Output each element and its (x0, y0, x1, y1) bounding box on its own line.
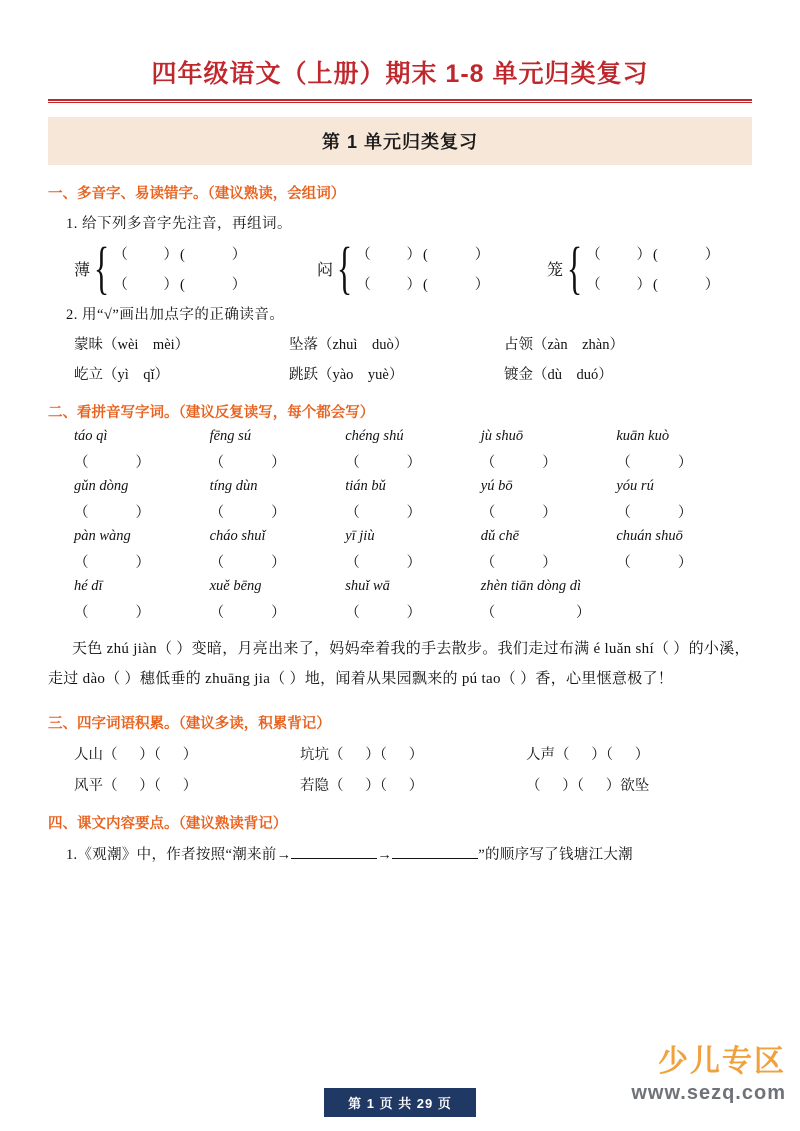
section-4-heading-main: 四、课文内容要点。 (48, 816, 179, 832)
polyphone-blank-line[interactable]: （ ）( ） (113, 276, 249, 293)
brace-icon: { (93, 234, 110, 300)
cloze-paragraph[interactable]: 天色 zhú jiàn（ ）变暗，月亮出来了，妈妈牵着我的手去散步。我们走过布满 é luǎn shí（ ）的小溪，走过 dào（ ）穗低垂的 zhuāng jia（ ）地，闻着从果园飘来的 pú tao（ ）香，心里惬意极了！ (48, 640, 750, 688)
idiom-item[interactable]: （ ）（ ）欲坠 (526, 778, 650, 794)
pinyin-label: yú bō (480, 477, 513, 494)
pinyin-label: dǔ chē (480, 527, 520, 544)
section-3-heading (48, 712, 752, 733)
title-divider (48, 99, 752, 103)
answer-blank[interactable]: （ ） (209, 504, 288, 521)
pinyin-label: cháo shuǐ (209, 527, 266, 544)
pinyin-label: tián bǔ (345, 477, 386, 494)
pinyin-label: chuán shuō (616, 527, 683, 544)
table-row (74, 743, 752, 764)
answer-blank[interactable]: （ ） (345, 604, 424, 621)
answer-blank[interactable]: （ ） (74, 604, 152, 621)
polyphone-char: 薄 (74, 261, 91, 279)
idiom-item[interactable]: 人山（ ）（ ） (74, 747, 198, 763)
section-2-heading (48, 401, 752, 422)
section-1-question-1: 1. 给下列多音字先注音，再组词。 (66, 215, 292, 232)
polyphone-blank-line[interactable]: （ ）( ） (586, 246, 722, 263)
answer-blank-row (74, 451, 752, 472)
pinyin-label: gǔn dòng (74, 477, 129, 494)
polyphone-blanks (113, 243, 248, 294)
idiom-grid (74, 743, 752, 795)
answer-blank[interactable]: （ ） (345, 554, 424, 571)
answer-blank[interactable]: （ ） (345, 504, 424, 521)
unit-banner: 第 1 单元归类复习 (48, 117, 752, 165)
pinyin-label: chéng shú (345, 427, 404, 444)
pinyin-label: tíng dùn (209, 477, 258, 494)
section-1-heading (48, 182, 752, 203)
pinyin-choice-item[interactable]: 坠落（zhuì duò） (289, 336, 409, 353)
answer-blank[interactable]: （ ） (480, 454, 559, 471)
pinyin-label-row (74, 578, 752, 595)
pinyin-label: zhèn tiān dòng dì (480, 577, 582, 594)
content-point-1-pre: 1.《观潮》中，作者按照“潮来前→ (66, 847, 292, 863)
section-2-heading-hint: （建议反复读写，每个都会写） (178, 404, 375, 421)
section-4-heading-hint: （建议熟读背记） (178, 816, 288, 832)
content-point-1-mid: → (377, 847, 393, 863)
polyphone-blank-line[interactable]: （ ）( ） (586, 276, 722, 293)
pinyin-label: yī jiù (345, 527, 375, 544)
content-point-1-post: ”的顺序写了 (478, 847, 559, 863)
pinyin-label-row (74, 428, 752, 445)
answer-blank-row (74, 551, 752, 572)
answer-blank[interactable]: （ ） (209, 554, 288, 571)
pinyin-choice-item[interactable]: 屹立（yì qǐ） (74, 366, 170, 383)
polyphone-char: 闷 (317, 261, 334, 279)
polyphone-group (547, 234, 722, 300)
section-3-heading-hint: （建议多读，积累背记） (178, 716, 331, 732)
polyphone-char: 笼 (547, 261, 564, 279)
pinyin-choice-item[interactable]: 蒙昧（wèi mèi） (74, 336, 190, 353)
fill-blank[interactable] (392, 858, 478, 859)
answer-blank[interactable]: （ ） (209, 604, 288, 621)
idiom-item[interactable]: 风平（ ）（ ） (74, 778, 198, 794)
brace-icon: { (566, 234, 583, 300)
answer-blank[interactable]: （ ） (74, 554, 152, 571)
polyphone-row (74, 234, 752, 300)
answer-blank[interactable]: （ ） (480, 504, 559, 521)
answer-blank-row (74, 601, 752, 622)
pinyin-label: hé dī (74, 577, 103, 594)
section-2-heading-main: 二、看拼音写字词。 (48, 404, 179, 421)
answer-blank[interactable]: （ ） (345, 454, 424, 471)
table-row (74, 774, 752, 795)
page-number-badge: 第 1 页 共 29 页 (324, 1088, 476, 1117)
table-row (74, 363, 752, 384)
watermark-logo: 少儿专区 (658, 1045, 786, 1078)
content-point-1 (66, 843, 752, 864)
answer-blank[interactable]: （ ） (74, 454, 152, 471)
polyphone-blank-line[interactable]: （ ）( ） (113, 246, 249, 263)
pinyin-write-grid (74, 428, 752, 622)
title-block (48, 58, 752, 99)
pinyin-label: táo qì (74, 427, 108, 444)
pinyin-label: fēng sú (209, 427, 252, 444)
answer-blank[interactable]: （ ） (616, 554, 695, 571)
pinyin-label: pàn wàng (74, 527, 131, 544)
pinyin-choice-grid (74, 333, 752, 384)
polyphone-blank-line[interactable]: （ ）( ） (356, 276, 492, 293)
polyphone-blanks (586, 243, 721, 294)
polyphone-group (74, 234, 317, 300)
pinyin-label-row (74, 478, 752, 495)
section-4-heading (48, 812, 752, 833)
section-1-heading-main: 一、多音字、易读错字。 (48, 185, 208, 202)
table-row (74, 333, 752, 354)
page-footer (0, 1088, 800, 1117)
page-title: 四年级语文（上册）期末 1-8 单元归类复习 (151, 60, 649, 88)
section-1-question-2: 2. 用“√”画出加点字的正确读音。 (66, 306, 285, 323)
answer-blank[interactable]: （ ） (616, 504, 695, 521)
pinyin-label: kuān kuò (616, 427, 670, 444)
content-point-1-tail: 钱塘江大潮 (558, 847, 633, 863)
pinyin-choice-item[interactable]: 跳跃（yào yuè） (289, 366, 404, 383)
polyphone-blanks (356, 243, 491, 294)
answer-blank[interactable]: （ ） (74, 504, 152, 521)
section-3-heading-main: 三、四字词语积累。 (48, 716, 179, 732)
pinyin-label: shuǐ wā (345, 577, 390, 594)
idiom-item[interactable]: 坑坑（ ）（ ） (300, 747, 424, 763)
pinyin-label: jù shuō (480, 427, 524, 444)
fill-blank[interactable] (291, 858, 377, 859)
brace-icon: { (336, 234, 353, 300)
pinyin-label: xuě bēng (209, 577, 262, 594)
idiom-item[interactable]: 人声（ ）（ ） (526, 747, 650, 763)
section-1-heading-hint: （建议熟读，会组词） (207, 185, 346, 202)
answer-blank[interactable]: （ ） (480, 604, 593, 621)
polyphone-group (317, 234, 547, 300)
pinyin-choice-item[interactable]: 镀金（dù duó） (504, 366, 613, 383)
watermark-url: www.sezq.com (631, 1082, 786, 1104)
answer-blank-row (74, 501, 752, 522)
pinyin-label-row (74, 528, 752, 545)
idiom-item[interactable]: 若隐（ ）（ ） (300, 778, 424, 794)
answer-blank[interactable]: （ ） (209, 454, 288, 471)
pinyin-label: yóu rú (616, 477, 654, 494)
answer-blank[interactable]: （ ） (480, 554, 559, 571)
answer-blank[interactable]: （ ） (616, 454, 695, 471)
polyphone-blank-line[interactable]: （ ）( ） (356, 246, 492, 263)
pinyin-choice-item[interactable]: 占领（zàn zhàn） (504, 336, 624, 353)
